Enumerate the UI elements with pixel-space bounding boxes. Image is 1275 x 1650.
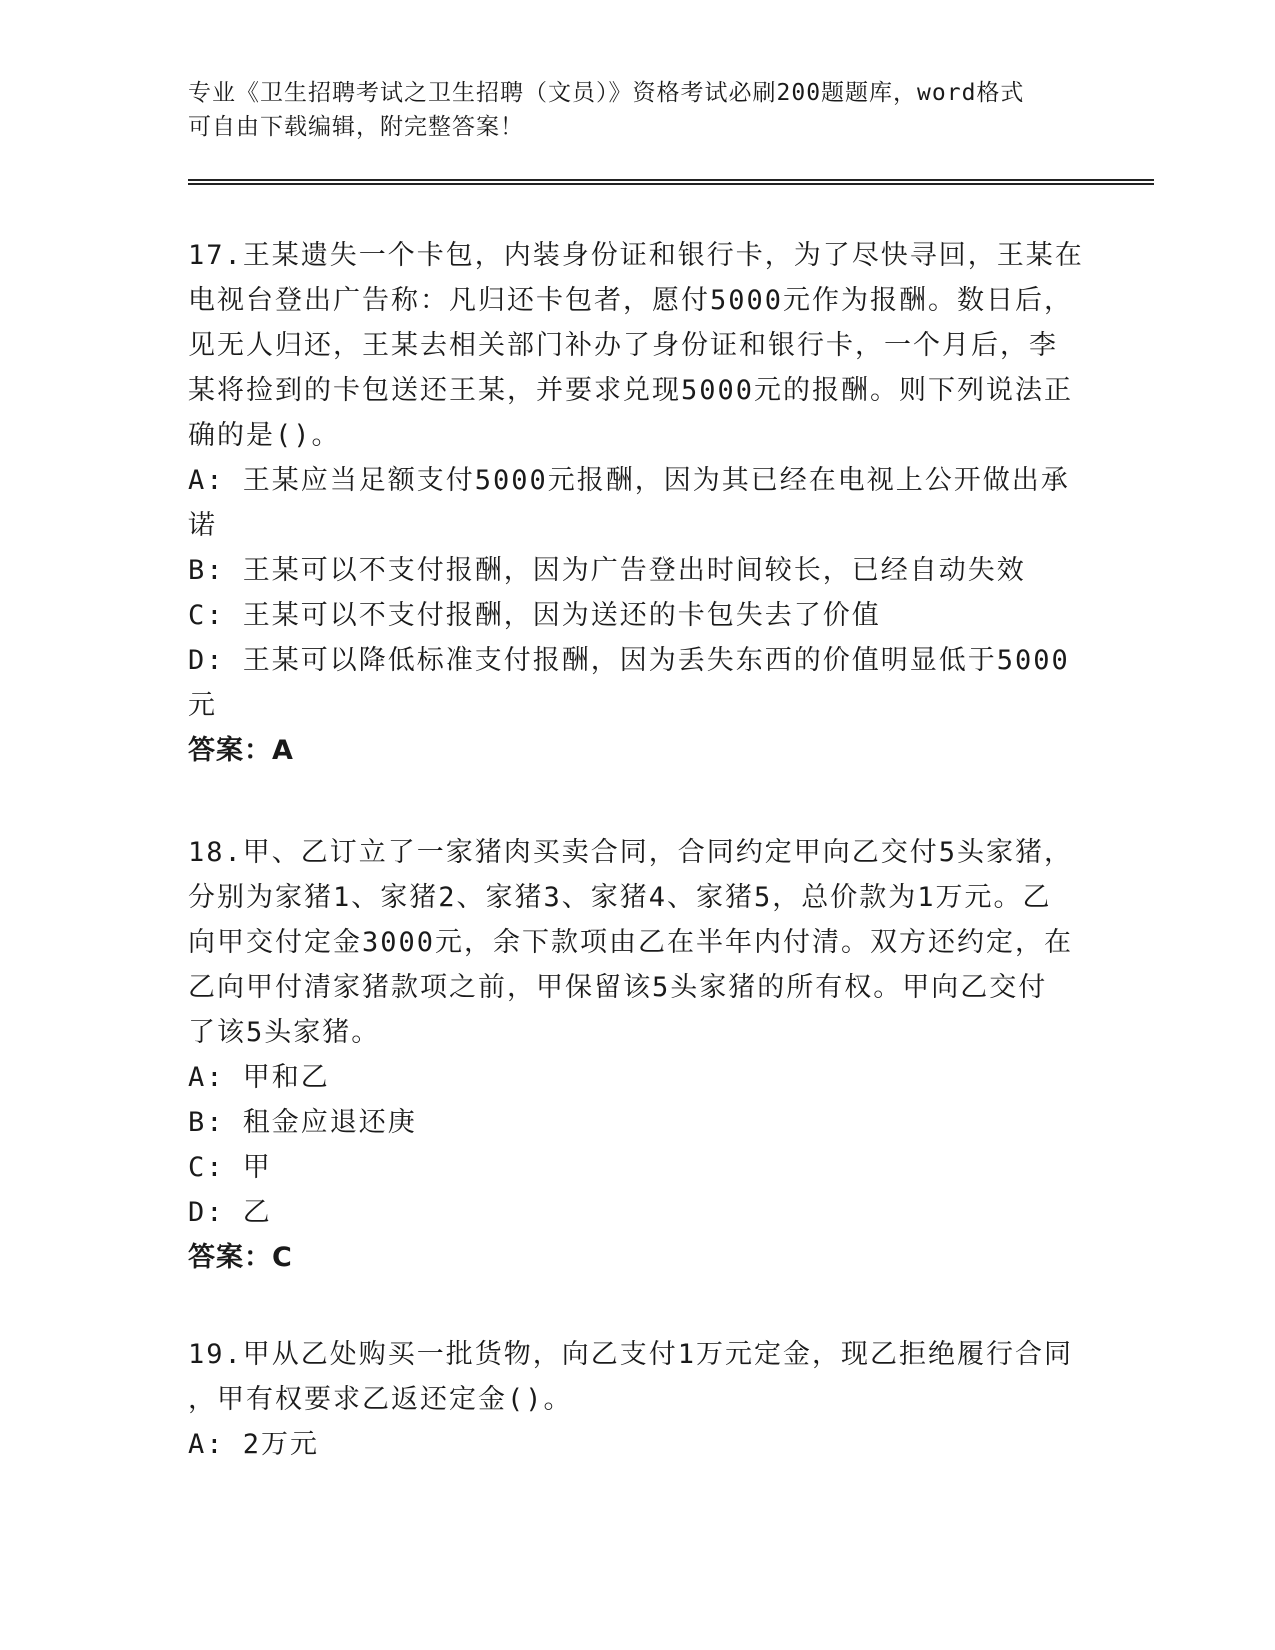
- option-a-continued: 诺: [188, 510, 217, 541]
- option-b: B: 王某可以不支付报酬，因为广告登出时间较长，已经自动失效: [188, 555, 1026, 586]
- option-b: B: 租金应退还庚: [188, 1107, 417, 1138]
- question-stem-line: 某将捡到的卡包送还王某，并要求兑现5000元的报酬。则下列说法正: [188, 375, 1074, 406]
- question-stem-line: 19.甲从乙处购买一批货物，向乙支付1万元定金，现乙拒绝履行合同: [188, 1339, 1074, 1370]
- answer: 答案：C: [188, 1242, 293, 1273]
- header-divider-top: [188, 179, 1154, 181]
- answer: 答案：A: [188, 735, 294, 766]
- header-line-2: 可自由下载编辑，附完整答案！: [188, 114, 524, 140]
- question-stem-line: 分别为家猪1、家猪2、家猪3、家猪4、家猪5，总价款为1万元。乙: [188, 882, 1052, 913]
- question-19: [188, 1332, 1088, 1467]
- option-d: D: 乙: [188, 1197, 272, 1228]
- question-stem-line: 18.甲、乙订立了一家猪肉买卖合同，合同约定甲向乙交付5头家猪，: [188, 837, 1074, 868]
- question-stem-line: 确的是()。: [188, 420, 341, 451]
- option-a: A: 王某应当足额支付5000元报酬，因为其已经在电视上公开做出承: [188, 465, 1070, 496]
- question-stem-line: 了该5头家猪。: [188, 1017, 381, 1048]
- option-d: D: 王某可以降低标准支付报酬，因为丢失东西的价值明显低于5000: [188, 645, 1070, 676]
- header-divider-bottom: [188, 183, 1154, 185]
- question-17: [188, 233, 1088, 773]
- option-c: C: 甲: [188, 1152, 272, 1183]
- header-line-1: 专业《卫生招聘考试之卫生招聘（文员）》资格考试必刷200题题库，word格式: [188, 80, 1025, 106]
- option-a: A: 2万元: [188, 1429, 320, 1460]
- question-stem-line: 乙向甲付清家猪款项之前，甲保留该5头家猪的所有权。甲向乙交付: [188, 972, 1048, 1003]
- option-d-continued: 元: [188, 690, 217, 721]
- question-stem-line: 向甲交付定金3000元，余下款项由乙在半年内付清。双方还约定，在: [188, 927, 1074, 958]
- question-stem-line: 17.王某遗失一个卡包，内装身份证和银行卡，为了尽快寻回，王某在: [188, 240, 1084, 271]
- question-stem-line: 电视台登出广告称：凡归还卡包者，愿付5000元作为报酬。数日后，: [188, 285, 1074, 316]
- option-c: C: 王某可以不支付报酬，因为送还的卡包失去了价值: [188, 600, 881, 631]
- option-a: A: 甲和乙: [188, 1062, 330, 1093]
- document-header: [188, 76, 1068, 144]
- question-18: [188, 830, 1088, 1280]
- question-stem-line: 见无人归还，王某去相关部门补办了身份证和银行卡，一个月后，李: [188, 330, 1058, 361]
- question-stem-line: ，甲有权要求乙返还定金()。: [188, 1384, 573, 1415]
